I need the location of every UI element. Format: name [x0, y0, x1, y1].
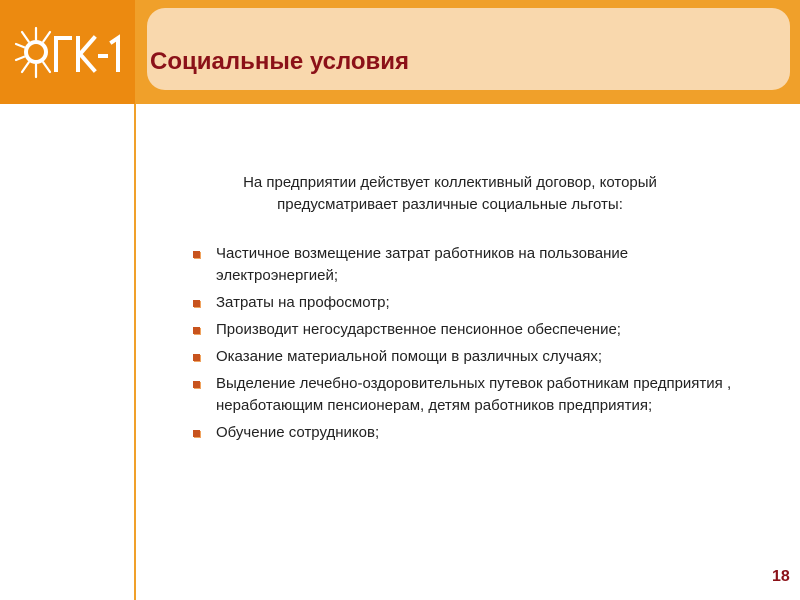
list-item-text: Обучение сотрудников;: [216, 424, 380, 441]
square-bullet-icon: [193, 354, 200, 361]
company-logo: [14, 20, 126, 84]
square-bullet-icon: [193, 430, 200, 437]
vertical-divider: [134, 104, 136, 600]
list-item: [193, 346, 748, 368]
list-item: [193, 373, 748, 417]
list-item-text: Оказание материальной помощи в различных случаях;: [216, 348, 603, 365]
list-item-text: Производит негосударственное пенсионное обеспечение;: [216, 321, 621, 338]
page-number: 18: [772, 568, 790, 585]
list-item-text: Затраты на профосмотр;: [216, 294, 390, 311]
square-bullet-icon: [193, 251, 200, 258]
list-item: [193, 292, 748, 314]
intro-text: На предприятии действует коллективный договор, который предусматривает различные социальные льготы:: [243, 174, 657, 213]
benefits-list: [193, 243, 748, 449]
page-title: Социальные условия: [150, 48, 410, 75]
square-bullet-icon: [193, 381, 200, 388]
list-item-text: Частичное возмещение затрат работников на пользование электроэнергией;: [216, 245, 629, 284]
list-item-text: Выделение лечебно-оздоровительных путевок работникам предприятия , неработающим пенсионерам, детям работников предприятия;: [216, 375, 732, 414]
list-item: [193, 319, 748, 341]
list-item: [193, 422, 748, 444]
logo-box: [0, 0, 135, 104]
square-bullet-icon: [193, 300, 200, 307]
square-bullet-icon: [193, 327, 200, 334]
list-item: [193, 243, 748, 287]
